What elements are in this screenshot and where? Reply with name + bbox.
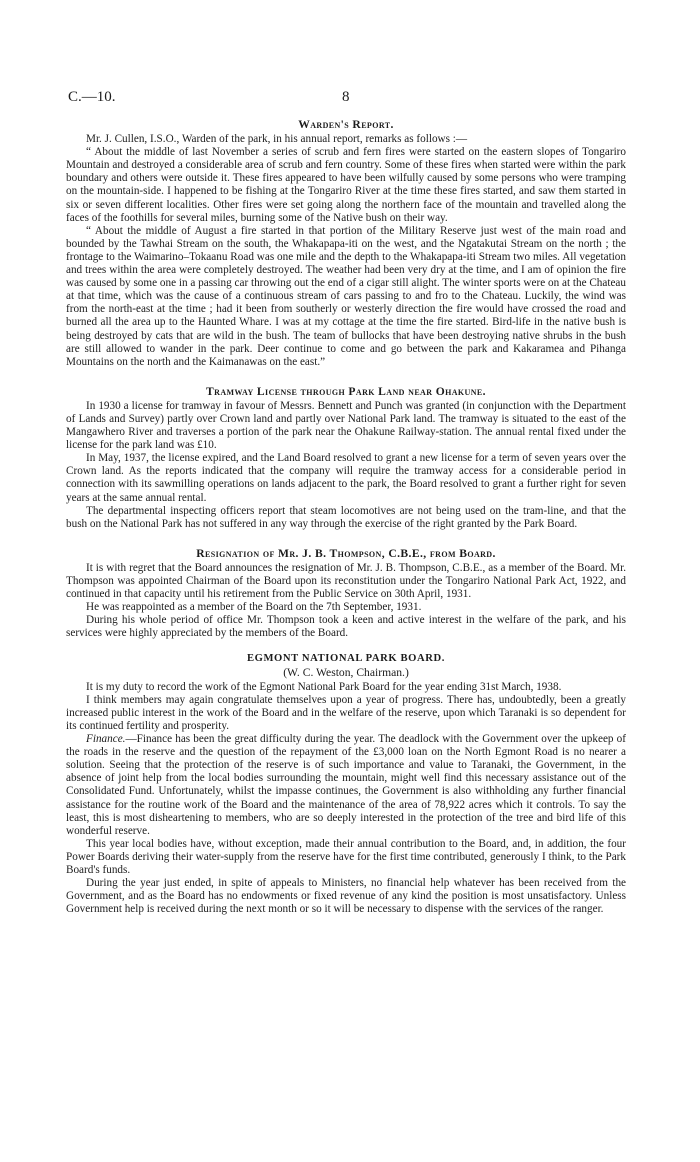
egmont-paragraph: I think members may again congratulate themselves upon a year of progress. There has, undoubtedly, been a greatly increased public interest in the work of the Board and in the welfare of the reserve, upon which Taranaki is so dependent for its continued fertility and prosperity. — [66, 693, 626, 732]
wardens-report-intro: Mr. J. Cullen, I.S.O., Warden of the park, in his annual report, remarks as follows :— — [86, 133, 468, 146]
tramway-paragraph: In May, 1937, the license expired, and the Land Board resolved to grant a new license for a term of seven years over the Crown land. As the reports indicated that the company will require the tramway access for a considerable period in connection with its sawmilling operations on lands adjacent to the park, the Board resolved to grant a further right for seven years at the same annual rental. — [66, 452, 626, 504]
wardens-report-heading: Warden's Report. — [298, 118, 394, 131]
egmont-board-title: EGMONT NATIONAL PARK BOARD. — [246, 653, 446, 665]
page-number: 8 — [342, 89, 350, 105]
egmont-section — [66, 652, 626, 916]
wardens-report-section — [66, 118, 626, 369]
resignation-paragraph: During his whole period of office Mr. Thompson took a keen and active interest in the welfare of the park, and his services were highly appreciated by the members of the Board. — [66, 614, 626, 640]
resignation-paragraph: He was reappointed as a member of the Board on the 7th September, 1931. — [86, 601, 422, 614]
page-body — [66, 118, 626, 916]
wardens-report-paragraph: “ About the middle of August a fire started in that portion of the Military Reserve just west of the main road and bounded by the Tawhai Stream on the south, the Whakapapa-iti on the west, and the Ngatakutai Stream on the north ; the frontage to the Waimarino–Tokaanu Road was one mile and the depth to the Whakapapa-iti Stream two miles. All vegetation and trees within the area were completely destroyed. The weather had been very dry at the time, and I am of opinion the fire was caused by some one in a passing car throwing out the end of a cigar still alight. The winter sports were on at the Chateau at that time, which was the cause of a continuous stream of cars passing to and fro to the Chateau. Luckily, the wind was from the north-east at the time ; had it been from southerly or westerly direction the fire would have crossed the road and burned all the area up to the Haunted Whare. I was at my cottage at the time the fire started. Bird-life in the native bush is being destroyed by cats that are wild in the bush. The team of bullocks that have been destroying native shrubs in the bush are still allowed to wander in the park. Deer continue to come and go between the park and Kakaramea and Pihanga Mountains on the north and the Kaimanawas on the east.” — [66, 224, 626, 368]
finance-label: Finance. — [86, 733, 126, 746]
resignation-paragraph: It is with regret that the Board announces the resignation of Mr. J. B. Thompson, C.B.E., as a member of the Board. Mr. Thompson was appointed Chairman of the Board upon its reconstitution under the Tongariro National Park Act, 1922, and continued in that capacity until his retirement from the Public Service on 30th April, 1931. — [66, 561, 626, 601]
resignation-section — [66, 547, 626, 641]
resignation-heading: Resignation of Mr. J. B. Thompson, C.B.E., from Board. — [196, 546, 496, 560]
wardens-report-paragraph: “ About the middle of last November a series of scrub and fern fires were started on the eastern slopes of Tongariro Mountain and destroyed a considerable area of scrub and fern country. Some of these fires when started were within the park boundary and others were outside it. These fires appeared to have been wilfully caused by some persons who were tramping on the mountain-side. I happened to be fishing at the Tongariro River at the time these fires started, and saw them started in six or seven different localities. Other fires were set going along the northern face of the mountain and travelled along the faces of the foothills for several miles, burning some of the Native bush on their way. — [66, 146, 626, 224]
finance-paragraph — [66, 733, 626, 838]
egmont-paragraph: It is my duty to record the work of the Egmont National Park Board for the year ending 31st March, 1938. — [86, 680, 562, 693]
tramway-heading: Tramway License through Park Land near Ohakune. — [206, 384, 486, 398]
egmont-chairman: (W. C. Weston, Chairman.) — [283, 665, 409, 679]
tramway-section — [66, 385, 626, 531]
document-reference: C.—10. — [68, 89, 116, 105]
tramway-paragraph: In 1930 a license for tramway in favour of Messrs. Bennett and Punch was granted (in conjunction with the Department of Lands and Survey) partly over Crown land and partly over National Park land. The tramway is situated to the east of the Mangawhero River and traverses a portion of the park near the Ohakune Railway-station. The annual rental fixed under the license for the park land was £10. — [66, 399, 626, 452]
egmont-paragraph: During the year just ended, in spite of appeals to Ministers, no financial help whatever has been received from the Government, and as the Board has no endowments or fixed revenue of any kind the position is most unsatisfactory. Unless Government help is received during the next month or so it will be necessary to dispense with the services of the ranger. — [66, 877, 626, 916]
tramway-paragraph: The departmental inspecting officers report that steam locomotives are not being used on the tram-line, and that the bush on the National Park has not suffered in any way through the exercise of the right granted by the Park Board. — [66, 504, 626, 530]
finance-text: —Finance has been the great difficulty during the year. The deadlock with the Government over the upkeep of the roads in the reserve and the question of the repayment of the £3,000 loan on the North Egmont Road is no nearer a solution. Seeing that the protection of the reserve is of such importance and value to Taranaki, the Government, in the absence of joint help from the local bodies surrounding the mountain, might well find this necessary assistance out of the Consolidated Fund. Unfortunately, whilst the impasse continues, the Government is also withholding any further financial assistance for the routine work of the Board and the maintenance of the area of 78,922 acres which it controls. To say the least, this is most disheartening to members, who are so deeply interested in the protection of the tree and bird life of this wonderful reserve. — [66, 733, 626, 837]
egmont-paragraph: This year local bodies have, without exception, made their annual contribution to the Board, and, in addition, the four Power Boards deriving their water-supply from the reserve have for the first time contributed, generously I think, to the Park Board's funds. — [66, 837, 626, 876]
